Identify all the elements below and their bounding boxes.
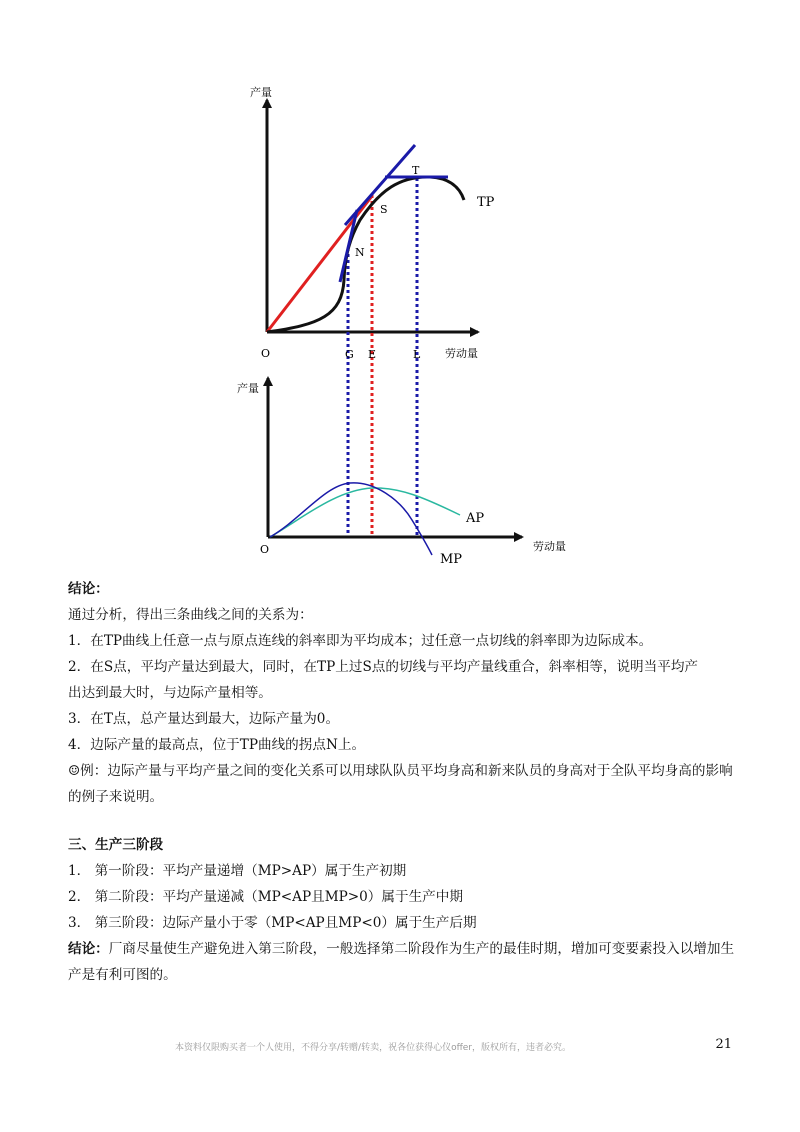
ap-curve-label: AP (466, 511, 485, 526)
ap-mp-chart (237, 378, 566, 567)
tp-y-axis-label: 产量 (250, 86, 272, 99)
tick-g-label: G (345, 348, 354, 361)
final-conclusion (68, 936, 738, 988)
stage-1: 1． 第一阶段：平均产量递增（MP>AP）属于生产初期 (68, 863, 407, 879)
tp-chart (250, 85, 495, 535)
tp-origin-label: O (261, 347, 271, 360)
conclusion-item-1: 1．在TP曲线上任意一点与原点连线的斜率即为平均成本；过任意一点切线的斜率即为边际成本。 (68, 633, 653, 649)
section-title: 三、生产三阶段 (68, 837, 164, 853)
ap-curve (270, 488, 460, 537)
stage-3: 3． 第三阶段：边际产量小于零（MP<AP且MP<0）属于生产后期 (68, 915, 477, 931)
point-n-label: N (355, 246, 365, 259)
ap-mp-y-axis-label: 产量 (237, 382, 259, 395)
stage-2: 2． 第二阶段：平均产量递减（MP<AP且MP>0）属于生产中期 (68, 889, 463, 905)
production-curves-figure (230, 80, 570, 580)
conclusion-item-4: 4．边际产量的最高点，位于TP曲线的拐点N上。 (68, 737, 366, 753)
body-text (68, 576, 738, 988)
conclusion-item-2-line-1: 2．在S点，平均产量达到最大，同时，在TP上过S点的切线与平均产量线重合，斜率相等，说明当平均产 (68, 659, 699, 675)
conclusion-intro: 通过分析，得出三条曲线之间的关系为： (68, 607, 313, 623)
point-s-label: S (380, 203, 388, 216)
tp-x-axis-label: 劳动量 (445, 347, 478, 360)
final-conclusion-text: 厂商尽量使生产避免进入第三阶段，一般选择第二阶段作为生产的最佳时期，增加可变要素投入以增加生产是有利可图的。 (68, 941, 735, 983)
ap-mp-origin-label: O (260, 543, 270, 556)
mp-curve-label: MP (440, 552, 463, 567)
conclusion-item-2-line-2: 出达到最大时，与边际产量相等。 (68, 685, 272, 701)
ap-mp-x-axis-label: 劳动量 (533, 540, 566, 553)
final-conclusion-label: 结论： (68, 941, 109, 957)
point-t-label: T (412, 164, 420, 177)
example-paragraph: ☺例：边际产量与平均产量之间的变化关系可以用球队队员平均身高和新来队员的身高对于全队平均身高的影响的例子来说明。 (68, 763, 733, 805)
footer-note: 本资料仅限购买者一个人使用，不得分享/转赠/转卖，祝各位获得心仪offer，版权所有，违者必究。 (175, 1043, 572, 1053)
conclusion-item-3: 3．在T点，总产量达到最大，边际产量为0。 (68, 711, 340, 727)
tick-l-label: L (413, 348, 421, 361)
conclusion-title: 结论： (68, 581, 109, 597)
page-number: 21 (715, 1037, 732, 1052)
tick-e-label: E (368, 348, 377, 361)
tp-curve-label: TP (477, 195, 495, 210)
